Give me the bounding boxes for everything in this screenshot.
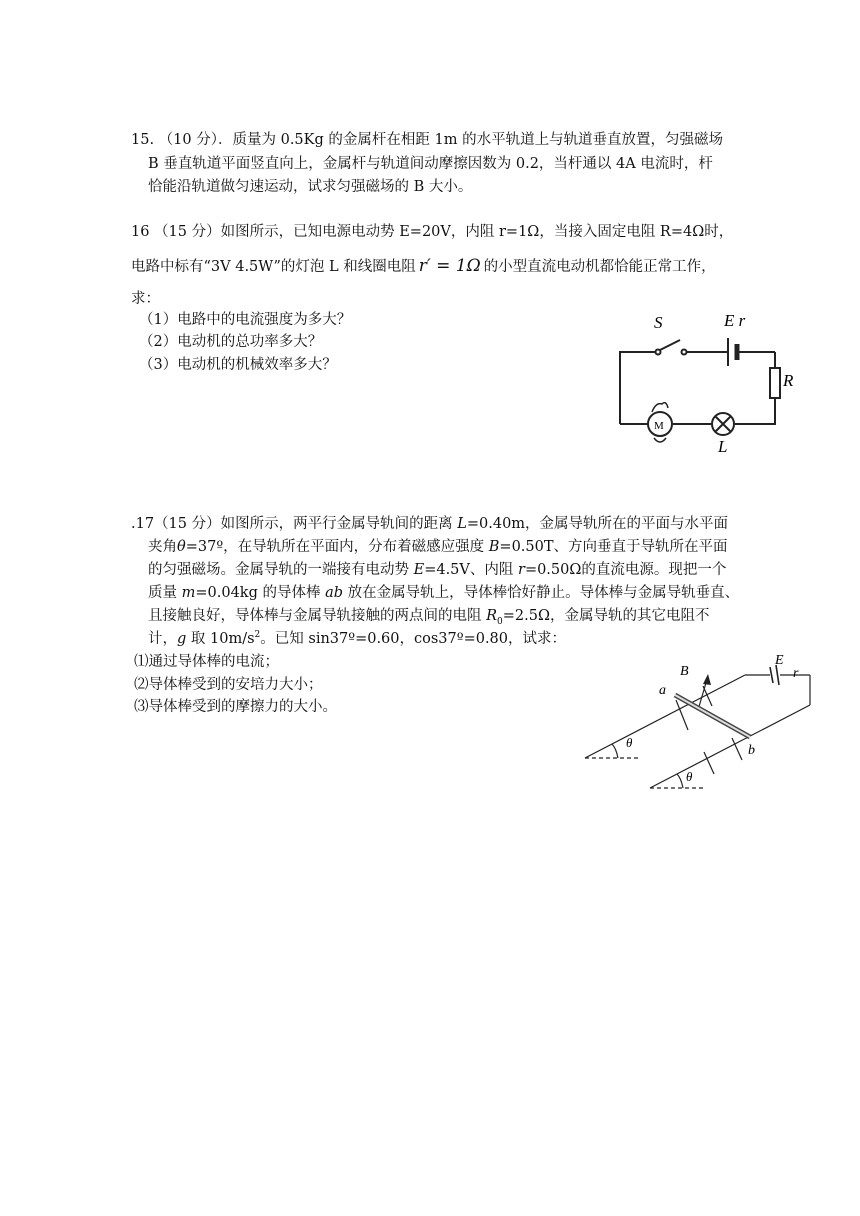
q17-item-1: ⑴通过导体棒的电流；	[134, 654, 279, 670]
q17-item-2: ⑵导体棒受到的安培力大小；	[134, 677, 323, 693]
var-L: L	[457, 516, 467, 532]
label-B: B	[680, 664, 689, 679]
angle-arc-2	[677, 774, 683, 788]
rod-ab-highlight	[675, 695, 750, 737]
incline-rails-diagram	[580, 650, 820, 795]
var-g: g	[177, 631, 187, 647]
label-theta-1: θ	[626, 735, 633, 750]
angle-arc-1	[612, 744, 618, 758]
motor-brush-top	[652, 403, 668, 412]
switch-blade	[660, 340, 680, 350]
q17-line6	[148, 629, 566, 649]
q17-l2-b: =37º，在导轨所在平面内，分布着磁感应强度	[185, 539, 489, 555]
q16-line2	[131, 256, 716, 277]
q15-line2: B 垂直轨道平面竖直向上，金属杆与轨道间动摩擦因数为 0.2，当杆通以 4A 电流时，杆	[148, 156, 713, 172]
q17-l1-b: =0.40m，金属导轨所在的平面与水平面	[466, 516, 729, 532]
battery-plate-1	[770, 667, 773, 683]
lower-rail	[650, 705, 810, 788]
field-line-1	[676, 700, 688, 730]
wire-resistor-lamp	[735, 398, 775, 424]
q17-l6-c: 。已知 sin37º=0.60，cos37º=0.80，试求：	[260, 631, 567, 647]
label-a: a	[659, 683, 666, 698]
q17-line1	[131, 514, 728, 534]
motor-resistance-formula: r′ = 1Ω	[418, 256, 481, 276]
q17-l3-b: =4.5V、内阻	[424, 562, 518, 578]
switch-contact	[682, 350, 687, 355]
q16-line2-text-a: 电路中标有“3V 4.5W”的灯泡 L 和线圈电阻	[131, 259, 416, 275]
var-ab: ab	[325, 585, 344, 601]
q17-l6-a: 计，	[148, 631, 177, 647]
var-R0: R	[486, 608, 498, 624]
B-arrow-head	[703, 674, 711, 685]
q17-l3-c: =0.50Ω的直流电源。现把一个	[524, 562, 727, 578]
q17-l4-b: =0.04kg 的导体棒	[195, 585, 326, 601]
q16-line1: 16 （15 分）如图所示，已知电源电动势 E=20V，内阻 r=1Ω，当接入固定电阻 R=4Ω时，	[131, 224, 734, 240]
motor-brush-bottom	[654, 438, 666, 442]
wire-left-top	[620, 352, 655, 420]
q17-l5-a: 且接触良好，导体棒与金属导轨接触的两点间的电阻	[148, 608, 487, 624]
q17-l4-a: 质量	[148, 585, 182, 601]
resistor-symbol	[770, 368, 780, 398]
var-m: m	[181, 585, 196, 601]
label-b: b	[748, 743, 755, 758]
q17-line3	[148, 560, 726, 580]
q17-l4-c: 放在金属导轨上，导体棒恰好静止。导体棒与金属导轨垂直、	[343, 585, 740, 601]
var-theta: θ	[177, 539, 186, 555]
label-E: E	[775, 653, 784, 668]
battery-plate-2	[776, 665, 779, 685]
label-r: r	[793, 666, 799, 681]
label-theta-2: θ	[686, 769, 693, 784]
q16-item-3: （3）电动机的机械效率多大？	[139, 357, 337, 373]
var-r: r	[518, 562, 525, 578]
q16-item-1: （1）电路中的电流强度为多大？	[139, 312, 352, 328]
q17-item-3: ⑶导体棒受到的摩擦力的大小。	[134, 699, 337, 715]
q17-l5-b: =2.5Ω，金属导轨的其它电阻不	[502, 608, 710, 624]
var-B: B	[488, 539, 500, 555]
q16-line2-text-b: 的小型直流电动机都恰能正常工作，	[483, 259, 716, 275]
q16-item-2: （2）电动机的总功率多大？	[139, 334, 323, 350]
q17-line5	[148, 606, 710, 626]
switch-pivot	[656, 350, 661, 355]
circuit-diagram	[610, 300, 810, 460]
exp-2: 2	[254, 630, 261, 641]
q17-l3-a: 的匀强磁场。金属导轨的一端接有电动势	[148, 562, 414, 578]
label-M: M	[654, 420, 664, 432]
label-S: S	[654, 313, 663, 332]
q17-line4	[148, 583, 739, 603]
q15-line3: 恰能沿轨道做匀速运动，试求匀强磁场的 B 大小。	[148, 179, 473, 195]
label-Er: E r	[724, 311, 746, 330]
q17-l2-c: =0.50T、方向垂直于导轨所在平面	[499, 539, 728, 555]
label-L: L	[718, 437, 728, 456]
var-E: E	[413, 562, 425, 578]
var-R0-sub: 0	[497, 616, 503, 627]
q17-l2-a: 夹角	[148, 539, 177, 555]
q17-l1-a: .17（15 分）如图所示，两平行金属导轨间的距离	[131, 516, 458, 532]
q17-line2	[148, 537, 728, 557]
label-R: R	[783, 371, 794, 390]
q15-line1: 15. （10 分）．质量为 0.5Kg 的金属杆在相距 1m 的水平轨道上与轨道垂直放置，匀强磁场	[131, 132, 724, 148]
q16-line3: 求：	[131, 291, 160, 307]
q17-l6-b: 取 10m/s	[186, 631, 255, 647]
